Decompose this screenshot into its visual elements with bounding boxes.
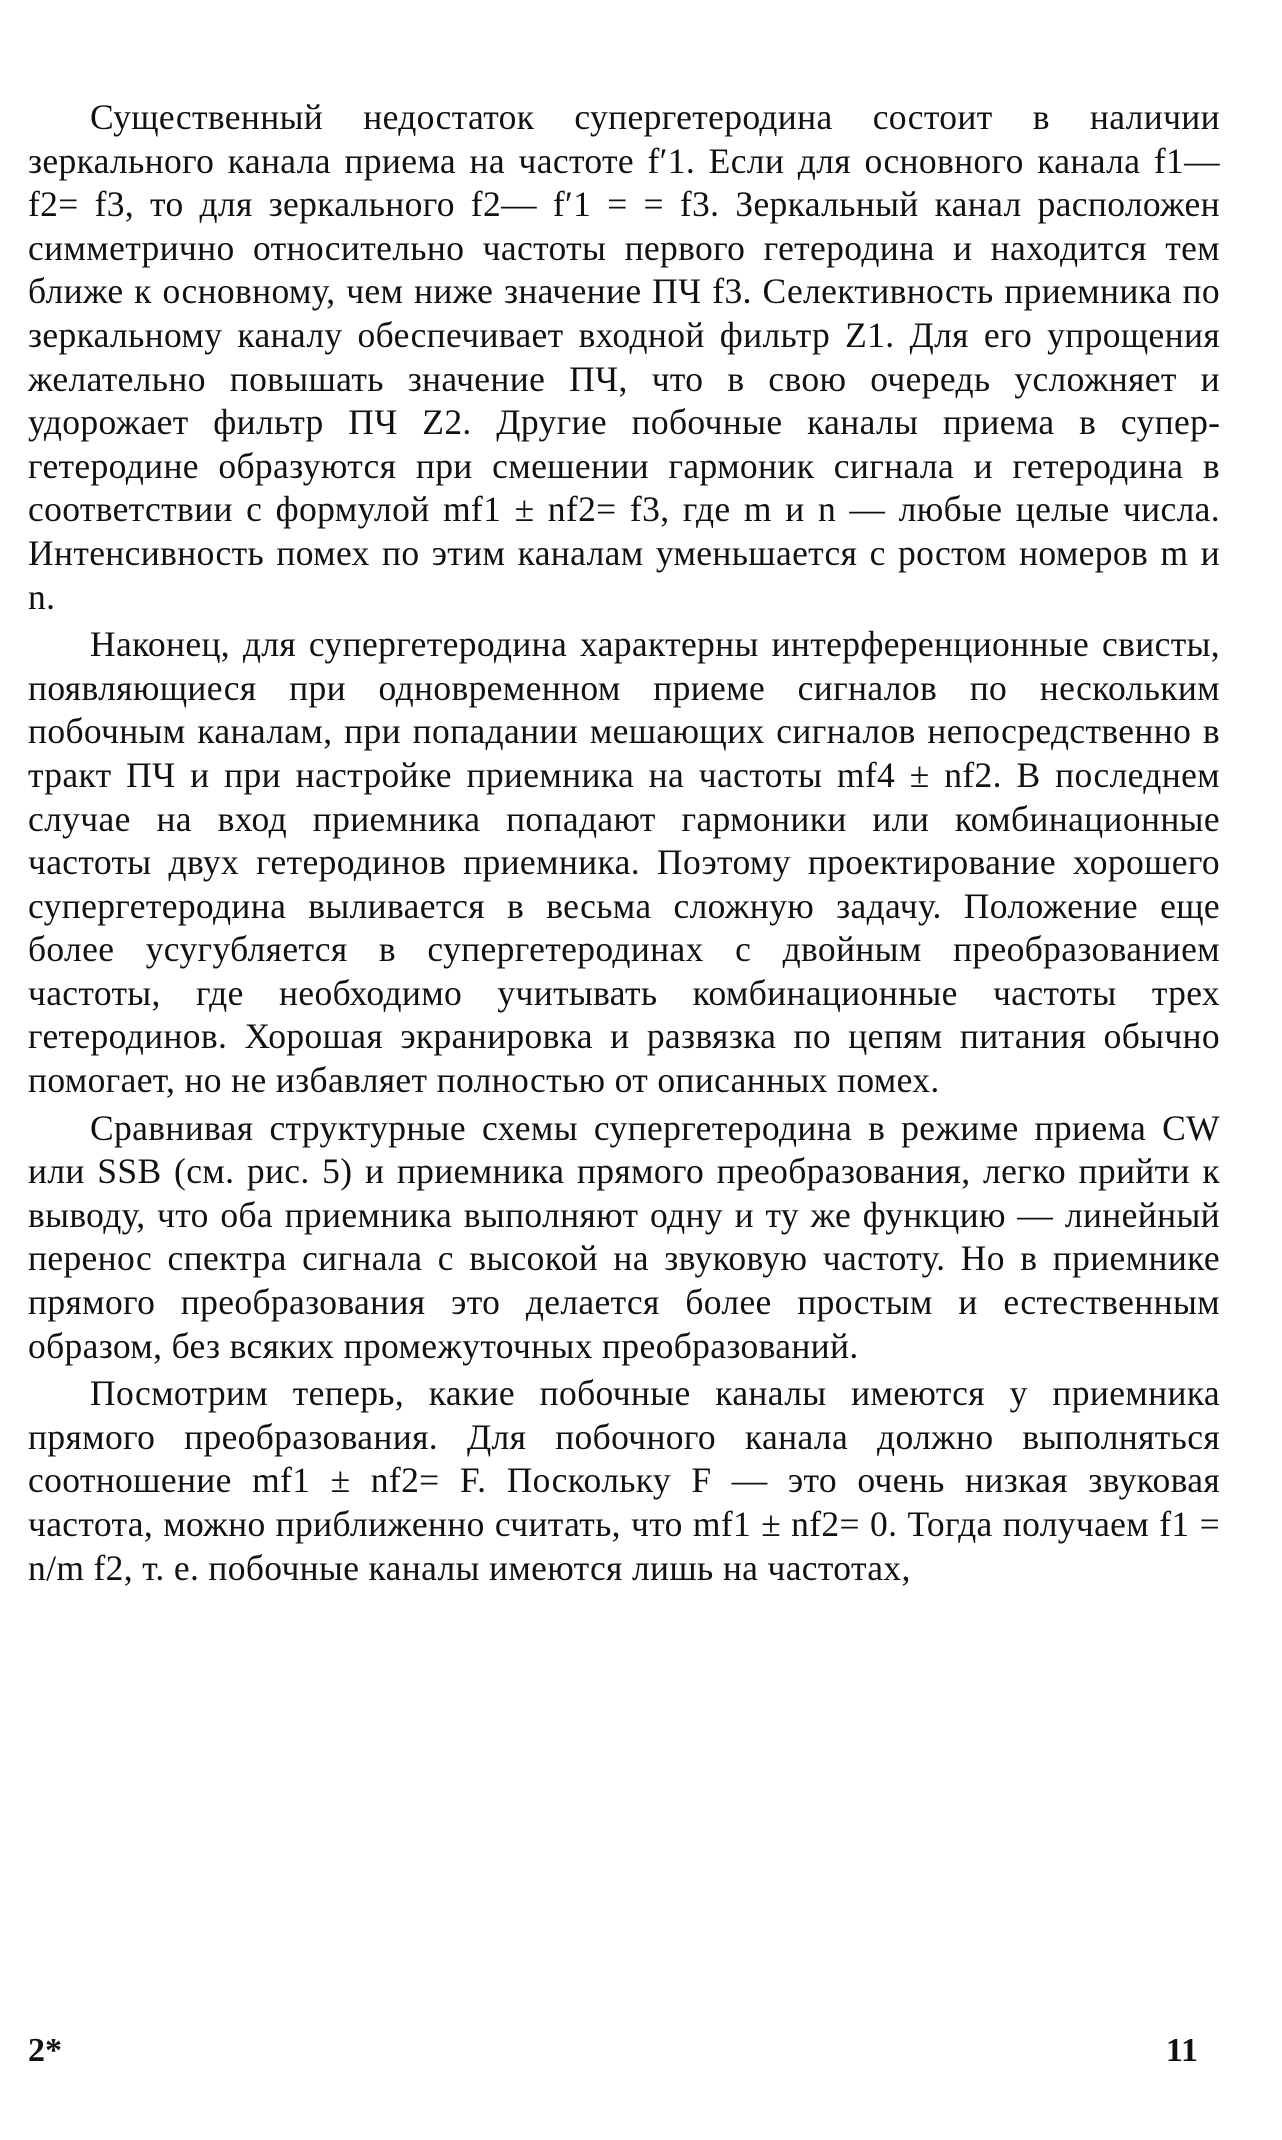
paragraph-side-channels: Посмотрим теперь, какие побочные каналы имеются у приемника прямого преобразования. Для побочного канала должно выполняться соотношение mf1 ± nf2= F. Поскольку F — это очень низкая звуковая частота, можно приближенно считать, что mf1 ± nf2= 0. Тогда получаем f1 = n/m f2, т. е. побочные каналы имеются лишь на частотах, [28, 1373, 1220, 1588]
page-body [28, 96, 1220, 1590]
paragraph-mirror-channel: Существенный недостаток супергетеродина состоит в наличии зеркального канала приема на частоте f′1. Если для основного канала f1— f2= f3, то для зеркального f2— f′1 = = f3. Зеркальный канал расположен симметрично относительно частоты первого гетеродина и находится тем ближе к основному, чем ниже значение ПЧ f3. Селективность приемника по зеркальному каналу обеспечивает входной фильтр Z1. Для его упрощения желательно повышать значение ПЧ, что в свою очередь усложняет и удорожает фильтр ПЧ Z2. Другие побочные каналы приема в супергетеродине образуются при смешении гармоник сигнала и гетеродина в соответствии с формулой mf1 ± nf2= f3, где m и n — любые целые числа. Интенсивность помех по этим каналам уменьшается с ростом номеров m и n. [28, 97, 1220, 617]
page-number: 11 [1165, 2032, 1198, 2069]
printer-signature-mark: 2* [28, 2032, 62, 2069]
paragraph-interference-whistles: Наконец, для супергетеродина характерны интерференционные свисты, появляющиеся при одновременном приеме сигналов по нескольким побочным каналам, при попадании мешающих сигналов непосредственно в тракт ПЧ и при настройке приемника на частоты mf4 ± nf2. В последнем случае на вход приемника попадают гармоники или комбинационные частоты двух гетеродинов приемника. Поэтому проектирование хорошего супергетеродина выливается в весьма сложную задачу. Положение еще более усугубляется в супергетеродинах с двойным преобразованием частоты, где необходимо учитывать комбинационные частоты трех гетеродинов. Хорошая экранировка и развязка по цепям питания обычно помогает, но не избавляет полностью от описанных помех. [28, 624, 1220, 1101]
paragraph-structure-comparison: Сравнивая структурные схемы супергетеродина в режиме приема CW или SSB (см. рис. 5) и приемника прямого преобразования, легко прийти к выводу, что оба приемника выполняют одну и ту же функцию — линейный перенос спектра сигнала с высокой на звуковую частоту. Но в приемнике прямого преобразования это делается более простым и естественным образом, без всяких промежуточных преобразований. [28, 1107, 1220, 1366]
